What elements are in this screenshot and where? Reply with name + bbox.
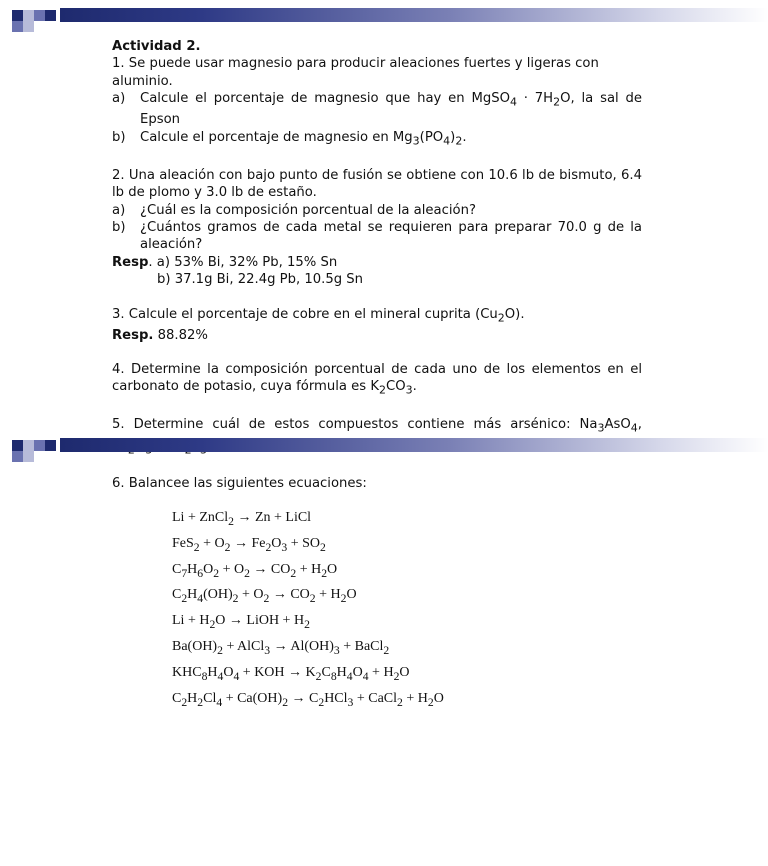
banner-gradient-bar — [60, 8, 768, 22]
banner-square — [34, 440, 45, 451]
problem2-item-a: a) ¿Cuál es la composición porcentual de la aleación? — [112, 202, 476, 218]
chemical-equation: $Li + H_2O$ → LiOH + $H_2$ — [172, 613, 310, 631]
banner-square — [12, 21, 23, 32]
chemical-equation: $Ba(OH)_2$ + AlCl$_3$ → $Al(OH)_3$ + BaCl$_2$ — [172, 638, 390, 657]
banner-square — [12, 451, 23, 462]
problem6-intro: 6. Balancee las siguientes ecuaciones: — [112, 476, 367, 491]
slide-header-banner — [0, 430, 768, 464]
banner-square — [23, 21, 34, 32]
slide1-content — [112, 38, 642, 459]
banner-square — [45, 440, 56, 451]
problem2-intro: 2. Una aleación con bajo punto de fusión se obtiene con 10.6 lb de bismuto, 6.4 lb de plomo y 3.0 lb de estaño. — [112, 167, 642, 201]
chemical-equation: $FeS_2 + O_2 \to Fe_2O_3 + SO_2$ — [172, 535, 326, 554]
problem2-item-b: b) ¿Cuántos gramos de cada metal se requieren para preparar 70.0 g de la aleación? — [112, 219, 642, 253]
banner-gradient-bar — [60, 438, 768, 452]
problem1-intro: 1. Se puede usar magnesio para producir aleaciones fuertes y ligeras con aluminio. — [112, 56, 599, 89]
chemical-equation: $C_2H_2Cl_4 + Ca(OH)_2 \to C_2HCl_3$ + CaCl$_2$ + $H_2O$ — [172, 690, 444, 709]
banner-square — [12, 10, 23, 21]
problem3: 3. Calcule el porcentaje de cobre en el mineral cuprita $(Cu_2O)$. — [112, 306, 525, 325]
list-marker: b) — [112, 129, 126, 145]
list-marker: a) — [112, 202, 126, 218]
banner-square — [23, 10, 34, 21]
problem3-answer: Resp. 88.82% — [112, 327, 208, 343]
problem1-item-a: a) Calcule el porcentaje de magnesio que hay en MgSO$_4$ · $7H_2O$, la sal de Epson — [112, 91, 642, 128]
problem4: 4. Determine la composición porcentual de cada uno de los elementos en el carbonato de potasio, cuya fórmula es $K_2CO_3$. — [112, 362, 642, 398]
chemical-equation: $C_7H_6O_2 + O_2 \to CO_2 + H_2O$ — [172, 561, 338, 580]
chemical-equation: $C_2H_4(OH)_2 + O_2 \to CO_2 + H_2O$ — [172, 587, 357, 606]
banner-square — [34, 10, 45, 21]
chemical-equation: $KHC_8H_4O_4$ + KOH → $K_2C_8H_4O_4 + H_2O$ — [172, 664, 410, 683]
problem2-answer-b: b) 37.1g Bi, 22.4g Pb, 10.5g Sn — [157, 272, 364, 288]
slide-header-banner — [0, 0, 768, 34]
problem2-answer-a: Resp. a) 53% Bi, 32% Pb, 15% Sn — [112, 254, 338, 270]
banner-square — [12, 440, 23, 451]
problem5: 5. Determine cuál de estos compuestos contiene más arsénico: $Na_3AsO_4$, — [112, 417, 642, 436]
equation-list — [172, 505, 444, 711]
list-marker: b) — [112, 219, 126, 235]
chemical-equation: Li + ZnCl$_2$ → Zn + LiCl — [172, 510, 312, 528]
banner-square — [23, 451, 34, 462]
banner-square — [45, 10, 56, 21]
problem1-item-b: b) Calcule el porcentaje de magnesio en $Mg_3(PO_4)_2$. — [112, 129, 642, 150]
banner-square — [23, 440, 34, 451]
list-marker: a) — [112, 91, 126, 107]
activity-title: Actividad 2. — [112, 39, 201, 54]
slide2-content — [112, 475, 642, 492]
